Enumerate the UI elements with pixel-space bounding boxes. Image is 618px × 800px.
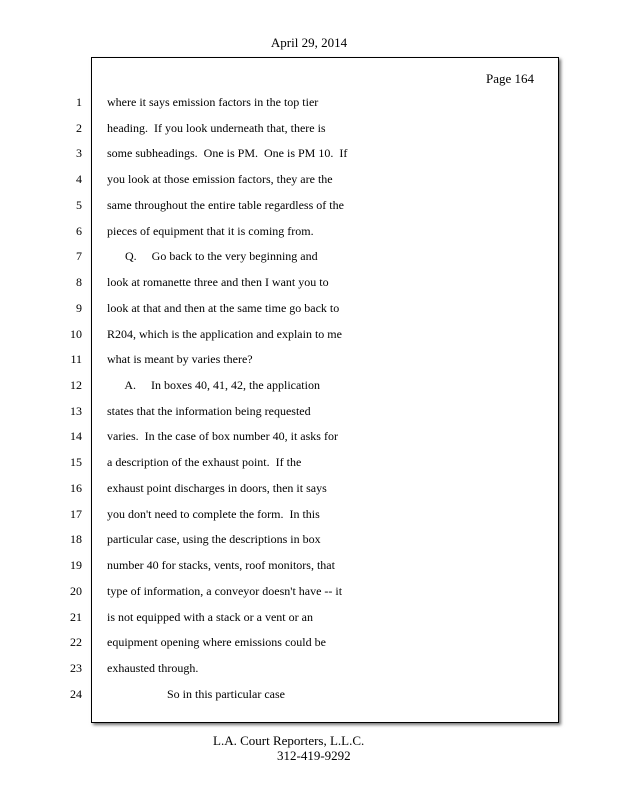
line-number: 14	[70, 429, 82, 443]
line-number: 22	[70, 635, 82, 649]
line-number: 11	[70, 352, 82, 366]
transcript-line: you look at those emission factors, they are the	[107, 172, 333, 186]
transcript-line: what is meant by varies there?	[107, 352, 253, 366]
transcript-line: some subheadings. One is PM. One is PM 10. If	[107, 146, 348, 160]
transcript-line: particular case, using the descriptions in box	[107, 532, 321, 546]
transcript-line: states that the information being requested	[107, 404, 311, 418]
transcript-line: type of information, a conveyor doesn't have -- it	[107, 584, 343, 598]
line-number: 15	[70, 455, 82, 469]
header-date: April 29, 2014	[270, 35, 348, 50]
transcript-line: heading. If you look underneath that, there is	[107, 121, 326, 135]
transcript-line: R204, which is the application and explain to me	[107, 327, 342, 341]
footer-company: L.A. Court Reporters, L.L.C.	[213, 733, 365, 748]
line-number: 2	[76, 121, 82, 135]
transcript-line: Q. Go back to the very beginning and	[107, 249, 318, 263]
footer-phone: 312-419-9292	[277, 748, 351, 763]
transcript-line: So in this particular case	[107, 687, 285, 701]
transcript-line: a description of the exhaust point. If the	[107, 455, 302, 469]
line-number: 19	[70, 558, 82, 572]
transcript-line: look at that and then at the same time go back to	[107, 301, 340, 315]
transcript-line: where it says emission factors in the top tier	[107, 95, 319, 109]
page-number: Page 164	[486, 71, 535, 86]
line-number: 10	[70, 327, 82, 341]
line-number: 13	[70, 404, 82, 418]
transcript-line: A. In boxes 40, 41, 42, the application	[107, 378, 320, 392]
transcript-line: exhaust point discharges in doors, then it says	[107, 481, 327, 495]
line-number: 9	[76, 301, 82, 315]
line-number: 18	[70, 532, 82, 546]
line-number: 17	[70, 507, 82, 521]
line-number: 8	[76, 275, 82, 289]
line-number: 20	[70, 584, 82, 598]
line-number: 24	[70, 687, 82, 701]
line-number: 5	[76, 198, 82, 212]
line-number: 7	[76, 249, 82, 263]
line-number: 6	[76, 224, 82, 238]
transcript-line: look at romanette three and then I want you to	[107, 275, 329, 289]
line-number: 16	[70, 481, 82, 495]
transcript-line: pieces of equipment that it is coming from.	[107, 224, 314, 238]
transcript-line: same throughout the entire table regardless of the	[107, 198, 344, 212]
line-number: 4	[76, 172, 82, 186]
transcript-line: varies. In the case of box number 40, it asks for	[107, 429, 338, 443]
transcript-line: is not equipped with a stack or a vent or an	[107, 610, 313, 624]
line-number: 21	[70, 610, 82, 624]
transcript-line: number 40 for stacks, vents, roof monitors, that	[107, 558, 335, 572]
line-number: 1	[76, 95, 82, 109]
transcript-line: exhausted through.	[107, 661, 199, 675]
line-number: 3	[76, 146, 82, 160]
line-number: 23	[70, 661, 82, 675]
transcript-line: you don't need to complete the form. In this	[107, 507, 320, 521]
line-number: 12	[70, 378, 82, 392]
transcript-line: equipment opening where emissions could be	[107, 635, 326, 649]
